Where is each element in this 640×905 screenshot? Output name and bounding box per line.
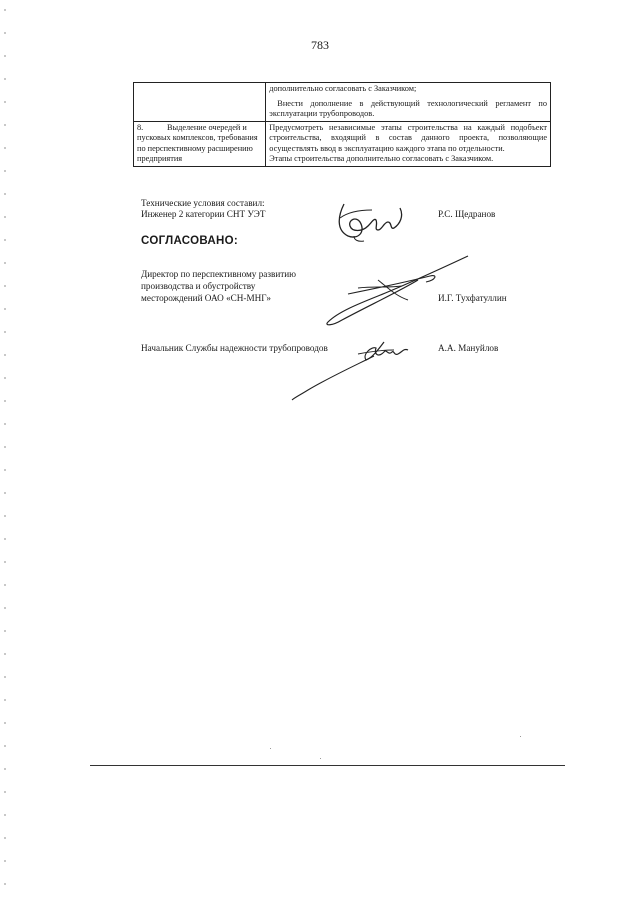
cell-text: Выделение очередей и пусковых комплексов, требования по перспективному расширению предприятия [137,122,258,163]
table-cell-left [134,83,266,122]
signature-reliability-head [288,336,418,402]
signature-engineer [330,196,410,246]
page-number: 783 [311,38,329,52]
table-row [134,83,551,122]
director-title-line1: Директор по перспективному развитию [141,269,297,279]
table-cell-right [266,121,551,166]
director-title-line2: производства и обустройству [141,281,256,291]
reliability-head-title: Начальник Службы надежности трубопроводов [141,343,328,353]
director-name: И.Г. Тухфатуллин [438,293,507,303]
cell-text: Предусмотреть независимые этапы строительства на каждый подобъект строительства, входящий в состав данного проекта, позволяющие осуществлять ввод в эксплуатацию каждого этапа по отдельности. [269,122,547,153]
compiled-by-label: Технические условия составил: [141,198,265,208]
table-cell-left [134,121,266,166]
scan-edge-marks [4,0,6,905]
director-title-line3: месторождений ОАО «СН-МНГ» [141,293,271,303]
cell-text: Этапы строительства дополнительно согласовать с Заказчиком. [269,154,494,163]
cell-text: дополнительно согласовать с Заказчиком; [269,84,417,93]
engineer-title: Инженер 2 категории СНТ УЭТ [141,209,266,219]
signature-director [318,250,488,330]
row-number: 8. [137,122,144,132]
scan-speck [320,758,321,759]
footer-rule [90,765,565,766]
reliability-head-name: А.А. Мануйлов [438,343,499,353]
requirements-table [133,82,551,167]
engineer-name: Р.С. Щедранов [438,209,496,219]
table-cell-right [266,83,551,122]
scan-speck [270,748,271,749]
table-row [134,121,551,166]
cell-text: Внести дополнение в действующий технологический регламент по эксплуатации трубопроводов. [269,98,547,118]
agreed-heading: СОГЛАСОВАНО: [141,235,238,247]
scan-speck [520,736,521,737]
